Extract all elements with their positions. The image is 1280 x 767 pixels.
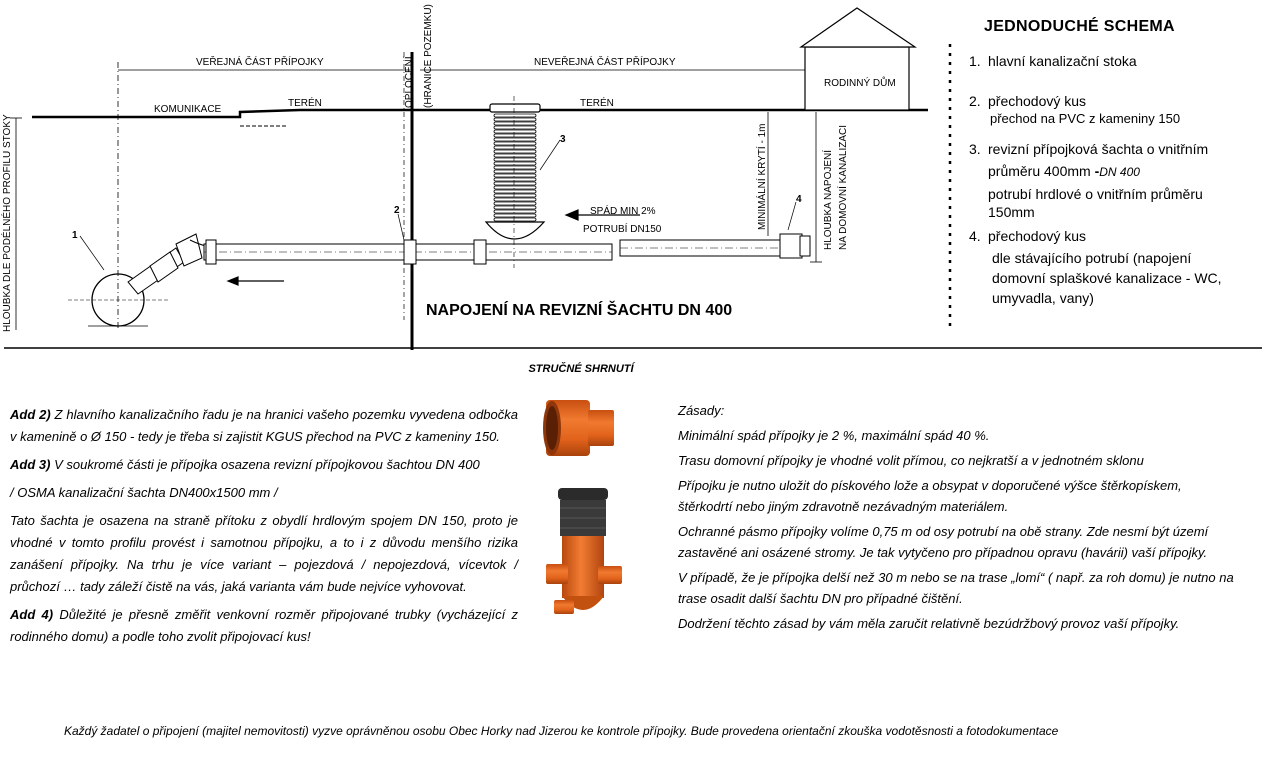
shaft-rib <box>494 194 536 197</box>
callout-3: 3 <box>560 134 566 145</box>
add3-paragraph: Add 3) V soukromé části je přípojka osazena revizní přípojkovou šachtou DN 400 <box>10 457 480 472</box>
inspection-shaft-image <box>540 488 626 624</box>
principle-1: Minimální spád přípojky je 2 %, maximální spád 40 %. <box>678 428 990 443</box>
legend-item-3-c: potrubí hrdlové o vnitřním průměru <box>988 186 1203 202</box>
label-public-part: VEŘEJNÁ ČÁST PŘÍPOJKY <box>196 57 324 68</box>
shaft-rib <box>494 114 536 117</box>
principle-3: Přípojku je nutno uložit do pískového lože a obsypat v doporučené výšce štěrkopískem, štěrkodrtí nebo jiným zdravotně nezávadným materiálem. <box>678 478 1182 514</box>
label-road: KOMUNIKACE <box>154 104 222 115</box>
legend-item-4-b: domovní splaškové kanalizace - WC, <box>992 270 1222 286</box>
label-fence: OPLOCENÍ <box>404 56 415 108</box>
callout-2: 2 <box>394 205 400 216</box>
legend-item-4-c: umyvadla, vany) <box>992 290 1094 306</box>
connection-pipe <box>204 234 810 264</box>
legend-item-2-sub: přechod na PVC z kameniny 150 <box>990 111 1181 126</box>
summary-title: STRUČNÉ SHRNUTÍ <box>528 363 634 375</box>
shaft-rib <box>494 170 536 173</box>
house <box>801 8 915 110</box>
summary-left-column <box>10 404 518 650</box>
shaft-rib <box>494 126 536 129</box>
principle-5: V případě, že je přípojka delší než 30 m nebo se na trase „lomí“ ( např. za roh domu) je nutno na trase osadit další šachtu DN pro případné čištění. <box>678 570 1234 606</box>
shaft-rib <box>494 182 536 185</box>
label-private-part: NEVEŘEJNÁ ČÁST PŘÍPOJKY <box>534 57 676 68</box>
shaft-rib <box>494 158 536 161</box>
principles-title: Zásady: <box>678 403 725 418</box>
label-slope: SPÁD MIN 2% <box>590 206 656 217</box>
shaft-rib <box>494 206 536 209</box>
angled-connector <box>128 234 206 294</box>
shaft-rib <box>494 142 536 145</box>
add2-paragraph: Add 2) Z hlavního kanalizačního řadu je na hranici vašeho pozemku vyvedena odbočka v kamenině o Ø 150 - tedy je třeba si zajistit KGUS přechod na PVC z kameniny 150. <box>10 407 518 444</box>
legend-title: JEDNODUCHÉ SCHEMA <box>984 18 1175 35</box>
label-depth-main: HLOUBKA DLE PODÉLNÉHO PROFILU STOKY <box>2 114 13 332</box>
legend-item-3: 3. revizní přípojková šachta o vnitřním <box>969 141 1209 157</box>
shaft-rib <box>494 178 536 181</box>
label-depth-house-2: NA DOMOVNÍ KANALIZACI <box>838 124 849 250</box>
shaft-rib <box>494 162 536 165</box>
legend-item-1: 1. hlavní kanalizační stoka <box>969 53 1137 69</box>
callout-1: 1 <box>72 230 78 241</box>
label-terrain-right: TERÉN <box>580 98 614 109</box>
diagram-title: NAPOJENÍ NA REVIZNÍ ŠACHTU DN 400 <box>426 302 733 319</box>
shaft-rib <box>494 190 536 193</box>
shaft-rib <box>494 134 536 137</box>
label-house: RODINNÝ DŮM <box>824 78 896 89</box>
principles-column <box>678 400 1238 638</box>
add3-osma: / OSMA kanalizační šachta DN400x1500 mm / <box>10 485 278 500</box>
label-terrain-left: TERÉN <box>288 98 322 109</box>
callout-4: 4 <box>796 194 802 205</box>
shaft-rib <box>494 130 536 133</box>
shaft-rib <box>494 218 536 221</box>
add3-description: Tato šachta je osazena na straně přítoku z obydlí hrdlovým spojem DN 150, proto je vhodné v tomto profilu provést i samotnou přípojku, a to i z důvodu menšího rizika zanášení přípojky. Na trhu je více variant – pojezdová / nepojezdová, vícevtok / průchozí … tady záleží čistě na vás, jaká varianta vám bude nejvíce vyhovovat. <box>10 513 518 594</box>
shaft-rib <box>494 166 536 169</box>
inspection-shaft <box>486 96 544 268</box>
shaft-rib <box>494 186 536 189</box>
label-depth-house: HLOUBKA NAPOJENÍ <box>823 149 834 250</box>
add4-paragraph: Add 4) Důležité je přesně změřit venkovní rozměr připojované trubky (vycházející z rodinného domu) a podle toho zvolit připojovací kus! <box>10 607 518 644</box>
shaft-rib <box>494 214 536 217</box>
shaft-rib <box>494 122 536 125</box>
legend-item-4-a: dle stávajícího potrubí (napojení <box>992 250 1192 266</box>
shaft-rib <box>494 210 536 213</box>
shaft-rib <box>494 202 536 205</box>
shaft-rib <box>494 150 536 153</box>
footer-note: Každý žadatel o připojení (majitel nemovitosti) vyzve oprávněnou osobu Obec Horky nad Jizerou ke kontrole přípojky. Bude provedena orientační zkouška vodotěsnosti a fotodokumentace <box>64 724 1059 738</box>
shaft-rib <box>494 174 536 177</box>
legend-item-4: 4. přechodový kus <box>969 228 1087 244</box>
principle-2: Trasu domovní přípojky je vhodné volit přímou, co nejkratší a v jednotném sklonu <box>678 453 1144 468</box>
label-min-cover: MINIMÁLNÍ KRYTÍ - 1m <box>757 123 768 230</box>
legend-item-3-b: průměru 400mm -DN 400 <box>988 163 1140 179</box>
legend-item-2: 2. přechodový kus <box>969 93 1087 109</box>
principle-6: Dodržení těchto zásad by vám měla zaručit relativně bezúdržbový provoz vaší přípojky. <box>678 616 1180 631</box>
shaft-rib <box>494 198 536 201</box>
shaft-rib <box>494 138 536 141</box>
label-property-border: (HRANICE POZEMKU) <box>423 4 434 108</box>
principle-4: Ochranné pásmo přípojky volíme 0,75 m od osy potrubí na obě strany. Zde nesmí být území zastavěné ani osázené stromy. Je tak vytyčeno pro případnou opravu (havárii) vaší přípojky. <box>678 524 1209 560</box>
shaft-rib <box>494 146 536 149</box>
transition-piece-image <box>540 398 618 458</box>
dimension-lines <box>118 62 808 330</box>
legend-panel <box>962 18 1262 307</box>
shaft-rib <box>494 154 536 157</box>
shaft-rib <box>494 118 536 121</box>
legend-item-3-d: 150mm <box>988 204 1035 220</box>
label-pipe: POTRUBÍ DN150 <box>583 224 662 235</box>
